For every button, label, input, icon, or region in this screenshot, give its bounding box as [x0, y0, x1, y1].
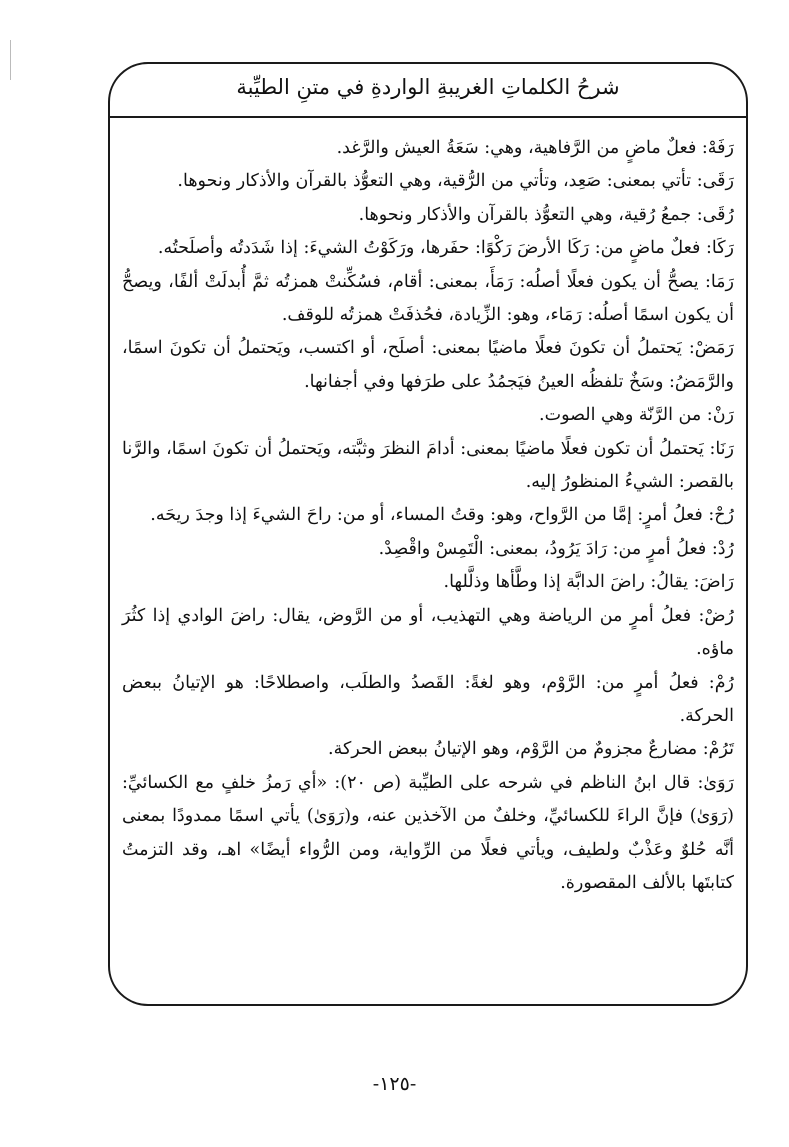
entry-tarum: تَرُمْ: مضارعٌ مجزومٌ من الرَّوْم، وهو الإتيانُ ببعض الحركة. [328, 739, 734, 760]
entry-ruqa: رُقَى: جمعُ رُقية، وهي التعوُّذ بالقرآن والأذكار ونحوها. [358, 204, 734, 225]
scan-margin-mark [10, 40, 11, 80]
entry-ramad: رَمَضْ: يَحتملُ أن تكونَ فعلًا ماضيًا بمعنى: أصلَح، أو اكتسب، ويَحتملُ أن تكونَ اسمًا، والرَّمَضُ: وسَخٌ تلفظُه العينُ فيَجمُدُ على طرَفها وفي أجفانها. [122, 338, 734, 392]
header-divider [110, 116, 746, 118]
entry-rana: رَنَا: يَحتملُ أن تكون فعلًا ماضيًا بمعنى: أدامَ النظرَ وثبَّته، ويَحتملُ أن تكونَ اسمًا، والرَّنا بالقصر: الشيءُ المنظورُ إليه. [122, 438, 734, 493]
entry-raqa: رَقَى: تأتي بمعنى: صَعِد، وتأتي من الرُّقية، وهي التعوُّذ بالقرآن والأذكار ونحوها. [177, 171, 734, 192]
entry-ran: رَنْ: من الرَّنّة وهي الصوت. [539, 405, 734, 426]
page-number: -١٢٥- [372, 1073, 417, 1095]
entry-ruh: رُحْ: فعلُ أمرٍ: إمَّا من الرَّواح، وهو: وقتُ المساء، أو من: راحَ الشيءَ إذا وجدَ ريحَه. [150, 505, 734, 526]
entry-rafah: رَفَهْ: فعلٌ ماضٍ من الرَّفاهية، وهي: سَعَةُ العيش والرَّغد. [336, 138, 734, 158]
entry-rada: رَاضَ: يقالُ: راضَ الدابَّة إذا وطَّأها وذلَّلها. [443, 572, 734, 593]
entry-rud: رُدْ: فعلُ أمرٍ من: رَادَ يَرُودُ، بمعنى: الْتَمِسْ واقْصِدْ. [378, 538, 734, 559]
entry-rawa: رَوَىٰ: قال ابنُ الناظم في شرحه على الطيِّبة (ص ٢٠): «أي رَمزُ خلفٍ مع الكسائيِّ: (رَوَىٰ) فإنَّ الراءَ للكسائيِّ، وخلفٌ من الآخذين عنه، و(رَوَىٰ) يأتي اسمًا ممدودًا بمعنى أنَّه حُلوٌ وعَذْبٌ ولطيف، ويأتي فعلًا من الرِّواية، ومن الرُّواء أيضًا» اهـ، وقد التزمتُ كتابتَها بالألف المقصورة. [122, 772, 734, 893]
page-title: شرحُ الكلماتِ الغريبةِ الواردةِ في متنِ الطيِّبة [236, 75, 620, 99]
entry-rama: رَمَا: يصحُّ أن يكون فعلًا أصلُه: رَمَأَ، بمعنى: أقام، فسُكِّنتْ همزتُه ثمَّ أُبدلَتْ ألفًا، ويصحُّ أن يكون اسمًا أصلُه: رَمَاء، وهو: الزِّيادة، فحُذفَتْ همزتُه للوقف. [122, 271, 734, 326]
entry-raka: رَكَا: فعلٌ ماضٍ من: رَكَا الأرضَ رَكْوًا: حفَرها، ورَكَوْتُ الشيءَ: إذا شَدَدتُه وأصلَحتُه. [157, 238, 734, 259]
glossary-body [122, 132, 734, 900]
entry-rud-riyada: رُضْ: فعلُ أمرٍ من الرياضة وهي التهذيب، أو من الرَّوض، يقال: راضَ الوادي إذا كثُرَ ماؤه. [122, 605, 734, 660]
entry-rum: رُمْ: فعلُ أمرٍ من: الرَّوْم، وهو لغةً: القَصدُ والطلَب، واصطلاحًا: هو الإتيانُ ببعض الحركة. [122, 672, 734, 726]
